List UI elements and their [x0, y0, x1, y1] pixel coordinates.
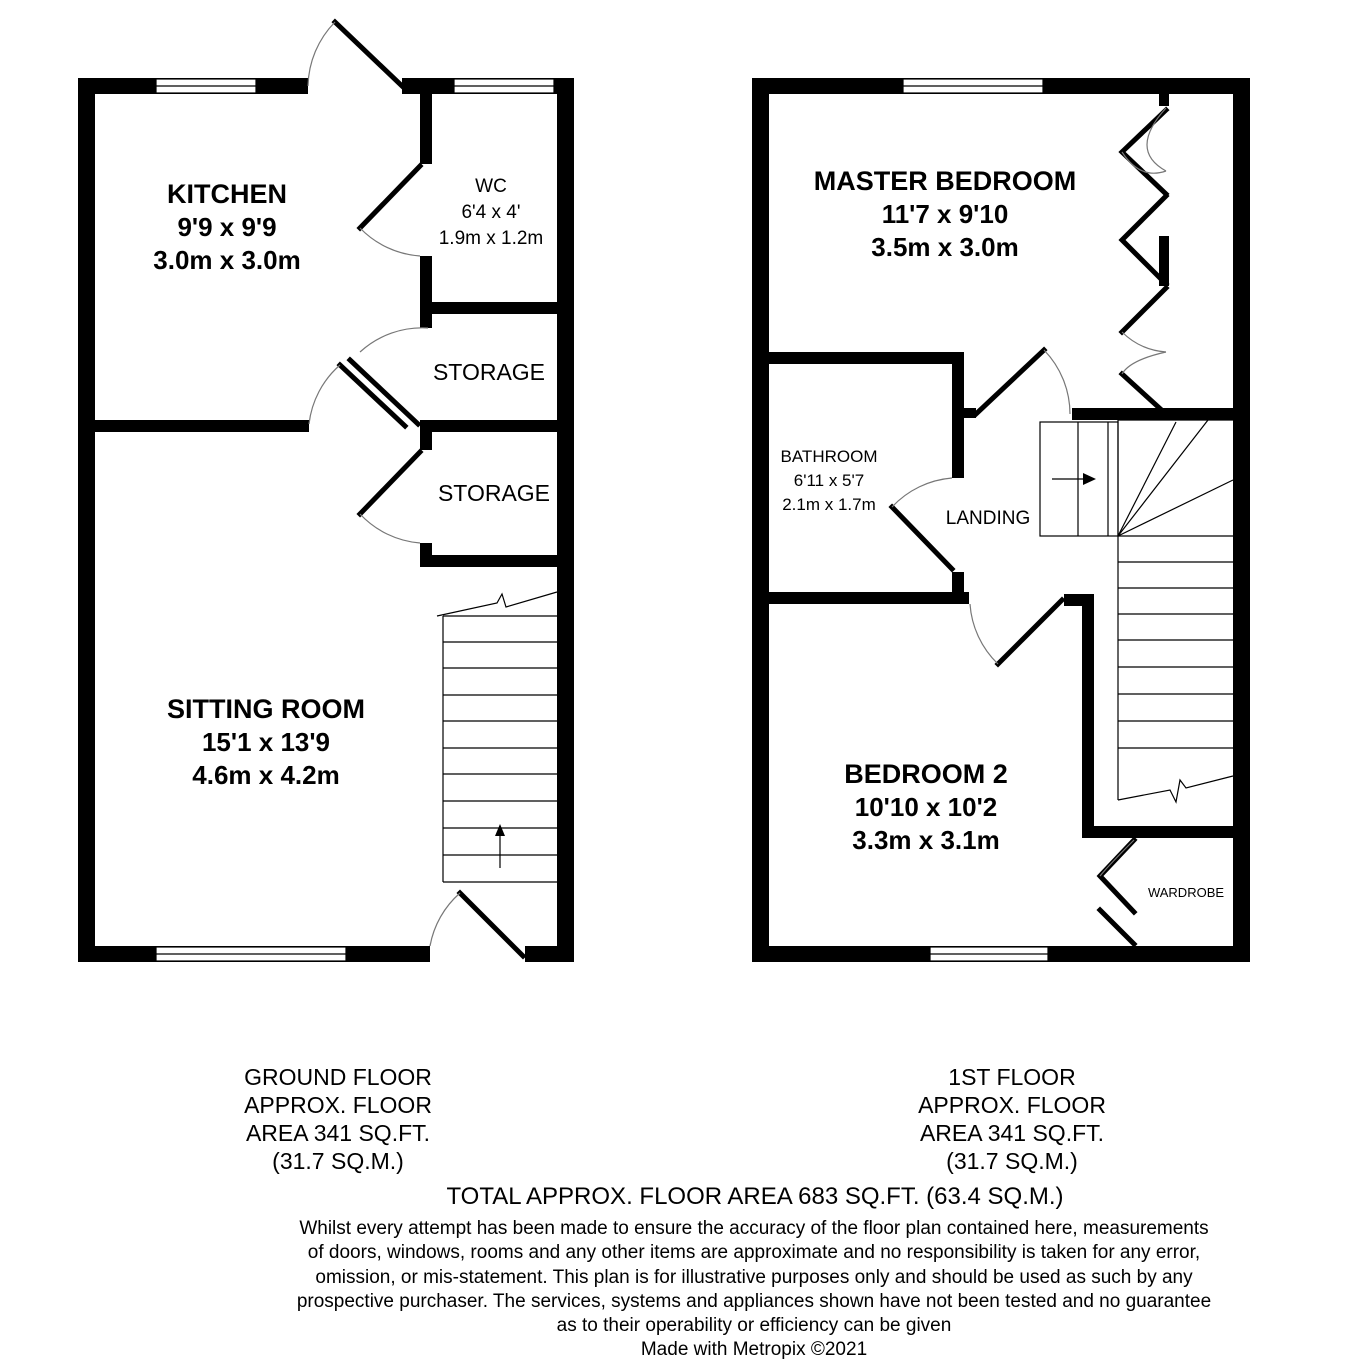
bathroom-imperial: 6'11 x 5'7: [793, 471, 865, 490]
first-floor-area-label: [918, 1064, 1106, 1174]
bedroom-2-metric: 3.3m x 3.1m: [852, 825, 1000, 855]
bathroom-name: BATHROOM: [780, 447, 878, 466]
bedroom-2-name: BEDROOM 2: [844, 759, 1008, 789]
first-floor-label-line: 1ST FLOOR: [948, 1064, 1076, 1090]
wc-metric: 1.9m x 1.2m: [438, 228, 544, 249]
disclaimer-line: of doors, windows, rooms and any other items are approximate and no responsibility is taken for any error,: [307, 1242, 1201, 1263]
disclaimer-line: as to their operability or efficiency can be given: [556, 1315, 952, 1336]
wardrobe-name: WARDROBE: [1147, 885, 1225, 900]
sitting-room-name: SITTING ROOM: [167, 694, 365, 724]
ground-floor-plan: [78, 22, 574, 962]
disclaimer-line: prospective purchaser. The services, systems and appliances shown have not been tested and no guarantee: [296, 1291, 1212, 1312]
disclaimer-line: omission, or mis-statement. This plan is for illustrative purposes only and should be used as such by any: [315, 1267, 1193, 1288]
first-floor-label-line: AREA 341 SQ.FT.: [919, 1120, 1105, 1146]
sitting-room-imperial: 15'1 x 13'9: [201, 727, 331, 757]
kitchen-name: KITCHEN: [167, 179, 287, 209]
disclaimer-line: Whilst every attempt has been made to ensure the accuracy of the floor plan contained here, measurements: [299, 1218, 1209, 1239]
disclaimer: [297, 1218, 1211, 1336]
first-floor-label-line: (31.7 SQ.M.): [946, 1148, 1078, 1174]
master-bedroom-imperial: 11'7 x 9'10: [881, 199, 1009, 229]
kitchen-imperial: 9'9 x 9'9: [177, 212, 277, 242]
total-area: TOTAL APPROX. FLOOR AREA 683 SQ.FT. (63.4 SQ.M.): [446, 1183, 1064, 1210]
first-floor-label-line: APPROX. FLOOR: [918, 1092, 1106, 1118]
stairs-up-arrow-icon: [495, 824, 505, 836]
bathroom-metric: 2.1m x 1.7m: [782, 495, 876, 514]
ground-floor-staircase: [437, 592, 557, 882]
stairs-direction-arrow-icon: [1083, 473, 1096, 485]
storage-upper-name: STORAGE: [432, 359, 546, 385]
first-floor-staircase: [1040, 420, 1233, 802]
ground-floor-label-line: (31.7 SQ.M.): [272, 1148, 404, 1174]
ground-floor-area-label: [244, 1064, 432, 1174]
ground-floor-label-line: GROUND FLOOR: [244, 1064, 432, 1090]
ground-floor-label-line: APPROX. FLOOR: [244, 1092, 432, 1118]
landing-name: LANDING: [945, 508, 1031, 529]
metropix-credit: Made with Metropix ©2021: [640, 1339, 868, 1360]
bedroom-2-imperial: 10'10 x 10'2: [854, 792, 998, 822]
master-bedroom-metric: 3.5m x 3.0m: [871, 232, 1019, 262]
first-floor-plan: [752, 78, 1250, 962]
wc-imperial: 6'4 x 4': [461, 202, 521, 223]
wc-name: WC: [475, 176, 507, 197]
storage-lower-name: STORAGE: [437, 480, 551, 506]
master-bedroom-name: MASTER BEDROOM: [813, 166, 1077, 196]
ground-floor-label-line: AREA 341 SQ.FT.: [245, 1120, 431, 1146]
sitting-room-metric: 4.6m x 4.2m: [192, 760, 340, 790]
kitchen-metric: 3.0m x 3.0m: [153, 245, 301, 275]
